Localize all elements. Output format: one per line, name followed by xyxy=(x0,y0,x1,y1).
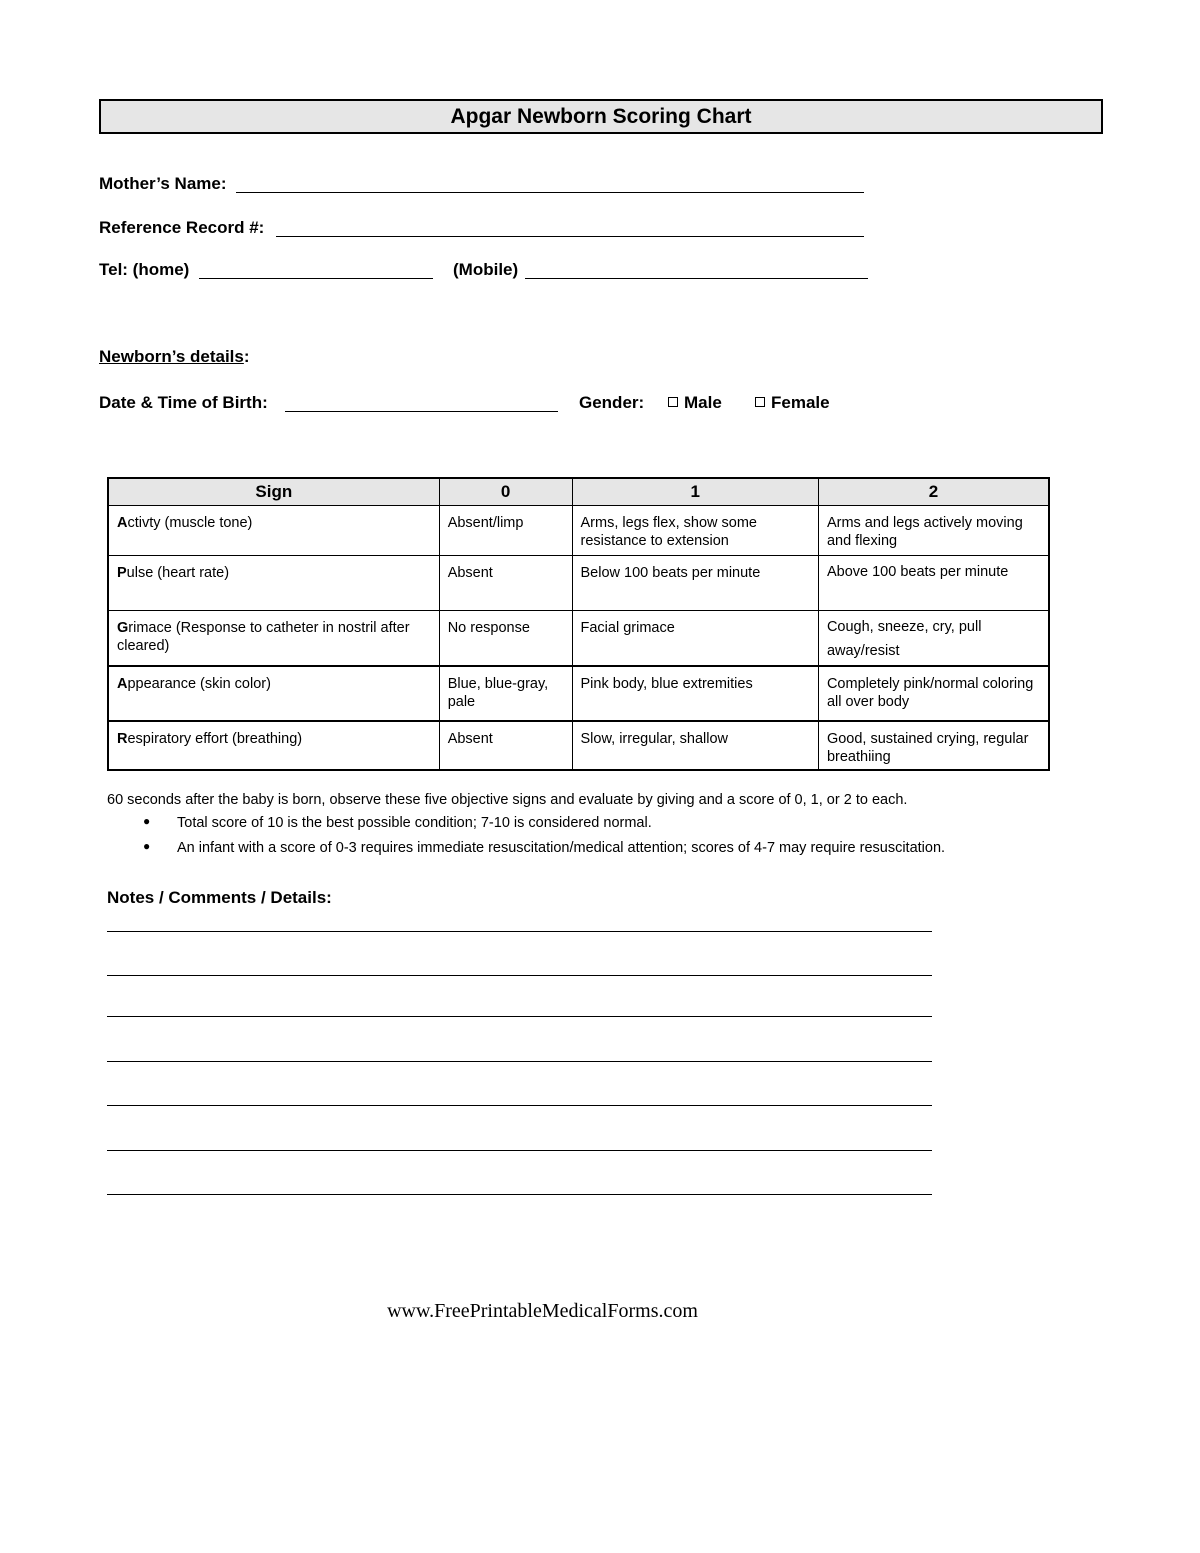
table-header-row xyxy=(108,478,1049,506)
score1-cell: Slow, irregular, shallow xyxy=(572,721,818,770)
date-time-birth-field[interactable] xyxy=(285,411,558,412)
tel-home-label: Tel: (home) xyxy=(99,260,190,279)
header-score-0: 0 xyxy=(439,478,572,506)
score1-cell: Arms, legs flex, show some resistance to extension xyxy=(572,506,818,556)
reference-record-field[interactable] xyxy=(276,236,864,237)
sign-initial: A xyxy=(117,515,128,531)
sign-initial: G xyxy=(117,620,129,636)
male-label: Male xyxy=(684,393,722,412)
score2-cell: Good, sustained crying, regular breathiing xyxy=(818,721,1049,770)
gender-label: Gender: xyxy=(579,393,645,412)
tel-home-field[interactable] xyxy=(199,278,433,279)
sign-initial: R xyxy=(117,730,128,747)
instructions-intro: 60 seconds after the baby is born, observe these five objective signs and evaluate by giving and a score of 0, 1, or 2 to each. xyxy=(107,792,908,808)
sign-text: ctivty (muscle tone) xyxy=(127,515,253,531)
female-label: Female xyxy=(771,393,830,412)
notes-line[interactable] xyxy=(107,1016,932,1017)
score0-cell: Absent xyxy=(439,556,572,611)
score1-cell: Facial grimace xyxy=(572,611,818,666)
newborn-details-heading xyxy=(99,347,250,367)
instruction-bullet: Total score of 10 is the best possible condition; 7-10 is considered normal. xyxy=(177,815,652,831)
notes-line[interactable] xyxy=(107,1150,932,1151)
instruction-bullet: An infant with a score of 0-3 requires immediate resuscitation/medical attention; scores of 4-7 may require resuscitation. xyxy=(177,840,946,856)
tel-mobile-label: (Mobile) xyxy=(453,260,519,279)
notes-heading: Notes / Comments / Details: xyxy=(107,888,332,907)
sign-cell xyxy=(108,666,439,721)
score1-cell: Below 100 beats per minute xyxy=(572,556,818,611)
table-row xyxy=(108,556,1049,611)
notes-line[interactable] xyxy=(107,975,932,976)
sign-text: rimace (Response to catheter in nostril after cleared) xyxy=(117,620,410,654)
date-time-birth-label: Date & Time of Birth: xyxy=(99,393,268,412)
form-title: Apgar Newborn Scoring Chart xyxy=(99,99,1103,134)
notes-line[interactable] xyxy=(107,931,932,932)
sign-text: ppearance (skin color) xyxy=(127,675,271,692)
bullet-icon: ● xyxy=(143,814,151,828)
female-checkbox[interactable] xyxy=(755,397,765,407)
gender-male-option[interactable] xyxy=(668,393,722,413)
newborn-details-heading-colon: : xyxy=(243,347,250,366)
apgar-scoring-table xyxy=(107,477,1050,771)
sign-cell xyxy=(108,506,439,556)
tel-mobile-field[interactable] xyxy=(525,278,868,279)
score2-cell: Above 100 beats per minute xyxy=(818,556,1049,611)
score0-cell: Absent xyxy=(439,721,572,770)
score0-cell: Blue, blue-gray, pale xyxy=(439,666,572,721)
footer-url: www.FreePrintableMedicalForms.com xyxy=(387,1300,698,1322)
mothers-name-field[interactable] xyxy=(236,192,864,193)
score2-cell: Cough, sneeze, cry, pull away/resist xyxy=(818,611,1049,666)
score2-cell: Completely pink/normal coloring all over body xyxy=(818,666,1049,721)
score0-cell: No response xyxy=(439,611,572,666)
mothers-name-label: Mother’s Name: xyxy=(99,174,227,193)
table-row xyxy=(108,666,1049,721)
table-row xyxy=(108,506,1049,556)
bullet-icon: ● xyxy=(143,839,151,853)
notes-line[interactable] xyxy=(107,1061,932,1062)
sign-cell xyxy=(108,611,439,666)
sign-cell xyxy=(108,556,439,611)
table-row xyxy=(108,611,1049,666)
sign-text: espiratory effort (breathing) xyxy=(127,730,303,747)
header-sign: Sign xyxy=(108,478,439,506)
notes-line[interactable] xyxy=(107,1105,932,1106)
male-checkbox[interactable] xyxy=(668,397,678,407)
notes-line[interactable] xyxy=(107,1194,932,1195)
gender-female-option[interactable] xyxy=(755,393,830,413)
newborn-details-heading-text: Newborn’s details xyxy=(99,347,244,366)
sign-text: ulse (heart rate) xyxy=(126,565,230,581)
table-row xyxy=(108,721,1049,770)
sign-initial: A xyxy=(117,675,128,692)
score2-cell: Arms and legs actively moving and flexing xyxy=(818,506,1049,556)
header-score-1: 1 xyxy=(572,478,818,506)
sign-cell xyxy=(108,721,439,770)
score1-cell: Pink body, blue extremities xyxy=(572,666,818,721)
sign-initial: P xyxy=(117,565,127,581)
score0-cell: Absent/limp xyxy=(439,506,572,556)
header-score-2: 2 xyxy=(818,478,1049,506)
reference-record-label: Reference Record #: xyxy=(99,218,265,237)
